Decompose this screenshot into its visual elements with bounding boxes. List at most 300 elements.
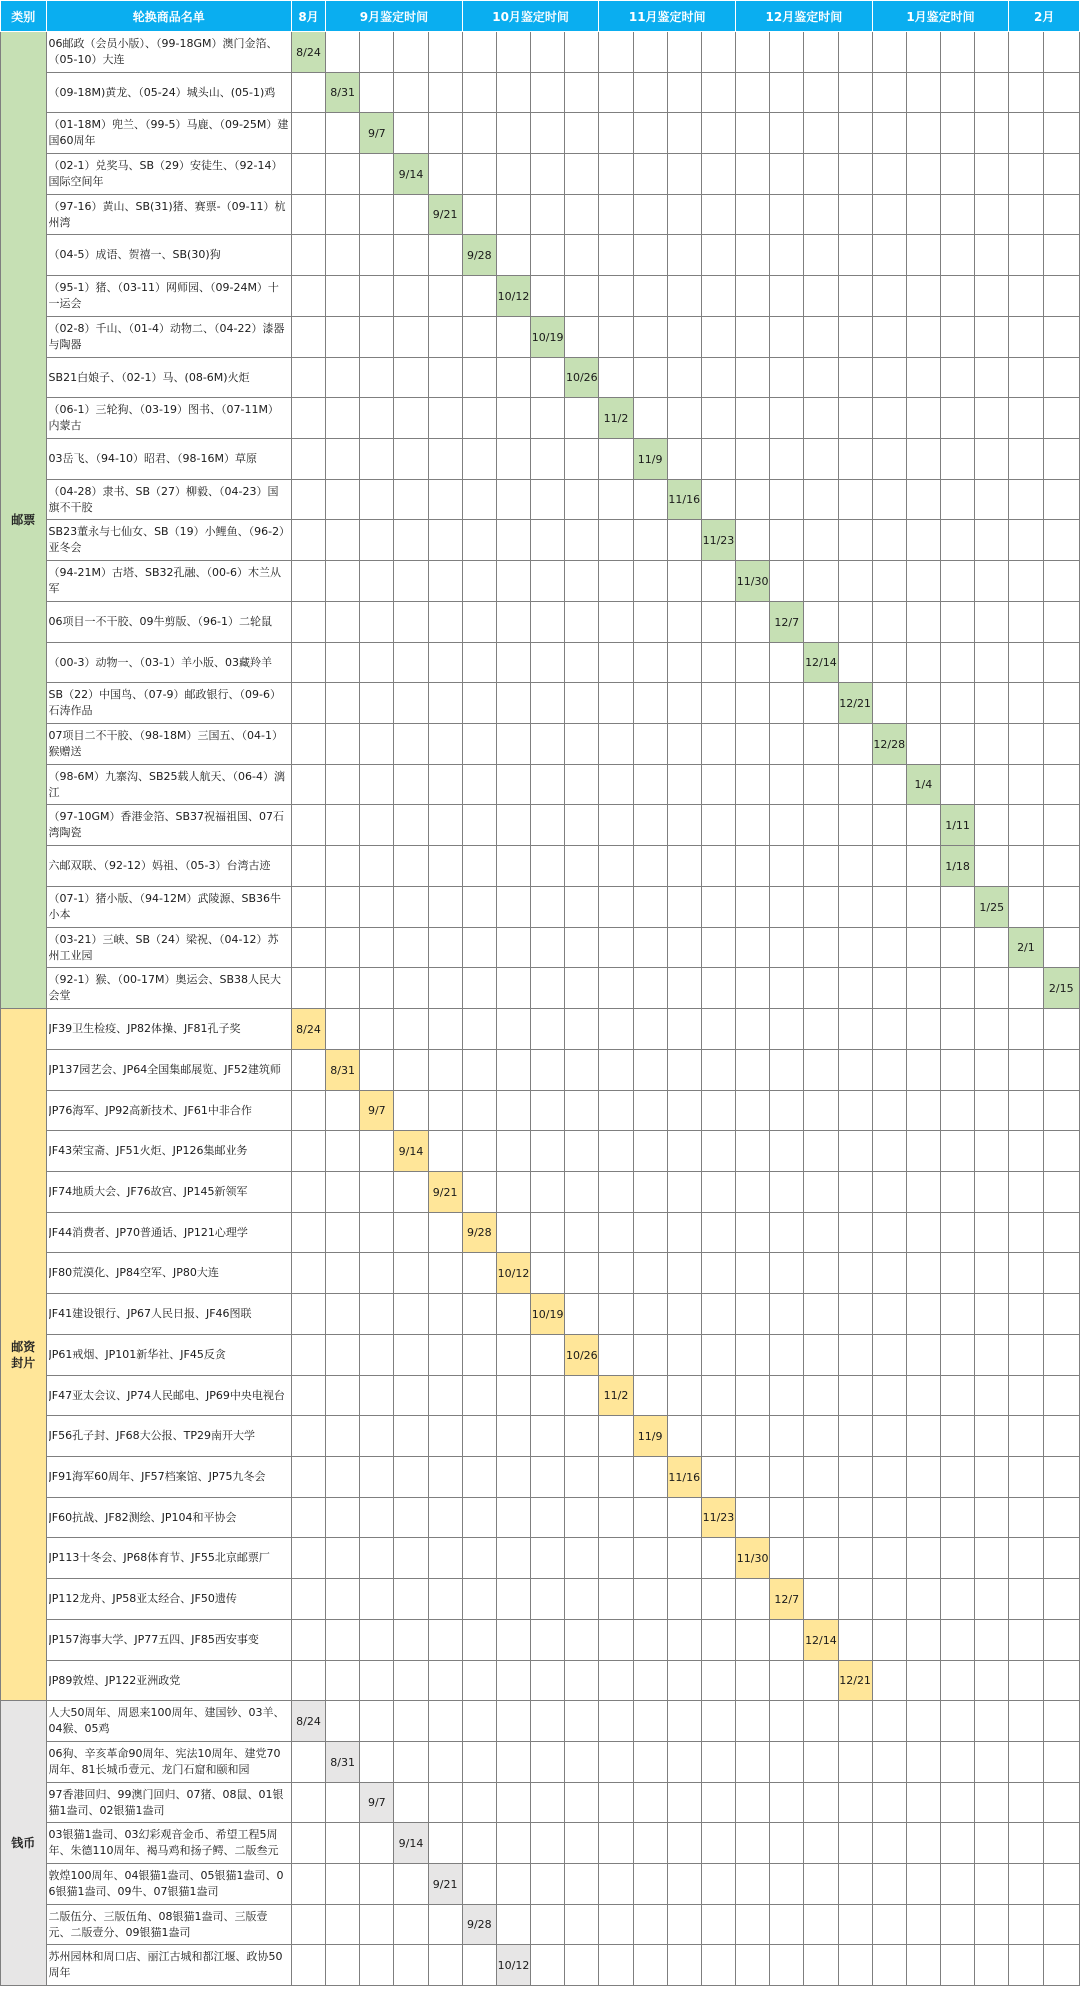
empty-cell xyxy=(531,1783,565,1823)
empty-cell xyxy=(1009,358,1043,398)
empty-cell xyxy=(496,1620,530,1661)
empty-cell xyxy=(667,113,701,154)
item-list-text: 二版伍分、三版伍角、08银猫1盎司、三版壹元、二版壹分、09银猫1盎司 xyxy=(48,1909,268,1939)
empty-cell xyxy=(975,1213,1009,1253)
empty-cell xyxy=(667,968,701,1009)
empty-cell xyxy=(838,1783,872,1823)
item-list-cell xyxy=(46,1253,291,1294)
header-month: 9月鉴定时间 xyxy=(326,1,463,32)
empty-cell xyxy=(599,195,633,235)
empty-cell xyxy=(565,724,599,765)
empty-cell xyxy=(462,643,496,683)
empty-cell xyxy=(940,1579,974,1620)
empty-cell xyxy=(291,276,325,317)
empty-cell xyxy=(770,520,804,561)
item-list-text: JF60抗战、JF82测绘、JP104和平协会 xyxy=(48,1510,237,1524)
empty-cell xyxy=(838,602,872,643)
empty-cell xyxy=(565,276,599,317)
empty-cell xyxy=(872,1335,906,1376)
empty-cell xyxy=(667,1416,701,1457)
empty-cell xyxy=(975,765,1009,805)
item-list-cell xyxy=(46,195,291,235)
item-list-text: （07-1）猪小版、（94-12M）武陵源、SB36牛小本 xyxy=(48,892,281,921)
empty-cell xyxy=(838,276,872,317)
category-cell: 邮资 封片 xyxy=(1,1009,47,1701)
empty-cell xyxy=(1009,887,1043,928)
empty-cell xyxy=(291,480,325,520)
empty-cell xyxy=(428,1376,462,1416)
empty-cell xyxy=(838,1294,872,1335)
empty-cell xyxy=(1009,1823,1043,1864)
empty-cell xyxy=(906,1213,940,1253)
empty-cell xyxy=(1043,439,1080,480)
empty-cell xyxy=(940,113,974,154)
empty-cell xyxy=(360,1538,394,1579)
empty-cell xyxy=(770,1009,804,1050)
empty-cell xyxy=(599,32,633,73)
table-row xyxy=(1,561,1080,602)
empty-cell xyxy=(770,1905,804,1945)
empty-cell xyxy=(531,1905,565,1945)
empty-cell xyxy=(462,1538,496,1579)
empty-cell xyxy=(531,1661,565,1701)
empty-cell xyxy=(872,1050,906,1091)
empty-cell xyxy=(667,1620,701,1661)
empty-cell xyxy=(496,1498,530,1538)
empty-cell xyxy=(531,602,565,643)
empty-cell xyxy=(770,1335,804,1376)
empty-cell xyxy=(599,887,633,928)
empty-cell xyxy=(599,846,633,887)
empty-cell xyxy=(804,1009,838,1050)
empty-cell xyxy=(428,724,462,765)
empty-cell xyxy=(872,1172,906,1213)
empty-cell xyxy=(394,1213,428,1253)
empty-cell xyxy=(1009,73,1043,113)
empty-cell xyxy=(736,439,770,480)
empty-cell xyxy=(906,1905,940,1945)
empty-cell xyxy=(633,602,667,643)
empty-cell xyxy=(906,317,940,358)
empty-cell xyxy=(906,1457,940,1498)
empty-cell xyxy=(462,1009,496,1050)
empty-cell xyxy=(565,520,599,561)
empty-cell xyxy=(940,1172,974,1213)
empty-cell xyxy=(462,1701,496,1742)
empty-cell xyxy=(394,968,428,1009)
empty-cell xyxy=(291,968,325,1009)
empty-cell xyxy=(565,1579,599,1620)
empty-cell xyxy=(906,1864,940,1905)
item-list-cell xyxy=(46,1172,291,1213)
empty-cell xyxy=(291,235,325,276)
empty-cell xyxy=(736,235,770,276)
appraisal-date-cell: 9/7 xyxy=(360,1783,394,1823)
empty-cell xyxy=(1009,1742,1043,1783)
empty-cell xyxy=(872,1742,906,1783)
appraisal-date-cell: 1/18 xyxy=(940,846,974,887)
empty-cell xyxy=(701,1661,735,1701)
table-row xyxy=(1,358,1080,398)
item-list-cell xyxy=(46,1905,291,1945)
empty-cell xyxy=(940,1661,974,1701)
appraisal-date-cell: 1/25 xyxy=(975,887,1009,928)
empty-cell xyxy=(394,1253,428,1294)
empty-cell xyxy=(496,1538,530,1579)
empty-cell xyxy=(838,1864,872,1905)
empty-cell xyxy=(531,1253,565,1294)
empty-cell xyxy=(462,602,496,643)
empty-cell xyxy=(701,1620,735,1661)
empty-cell xyxy=(565,1416,599,1457)
empty-cell xyxy=(291,1661,325,1701)
empty-cell xyxy=(667,1091,701,1131)
empty-cell xyxy=(701,846,735,887)
empty-cell xyxy=(975,113,1009,154)
empty-cell xyxy=(770,480,804,520)
empty-cell xyxy=(394,358,428,398)
empty-cell xyxy=(326,968,360,1009)
empty-cell xyxy=(394,765,428,805)
empty-cell xyxy=(804,1498,838,1538)
empty-cell xyxy=(701,724,735,765)
empty-cell xyxy=(736,1457,770,1498)
empty-cell xyxy=(633,276,667,317)
empty-cell xyxy=(975,195,1009,235)
empty-cell xyxy=(462,195,496,235)
empty-cell xyxy=(1043,805,1080,846)
empty-cell xyxy=(1009,195,1043,235)
empty-cell xyxy=(496,32,530,73)
item-list-cell xyxy=(46,1864,291,1905)
empty-cell xyxy=(804,1742,838,1783)
empty-cell xyxy=(428,113,462,154)
empty-cell xyxy=(462,805,496,846)
empty-cell xyxy=(975,520,1009,561)
empty-cell xyxy=(667,765,701,805)
empty-cell xyxy=(1043,235,1080,276)
empty-cell xyxy=(633,1253,667,1294)
empty-cell xyxy=(804,1335,838,1376)
empty-cell xyxy=(428,73,462,113)
item-list-text: JP76海军、JP92高新技术、JF61中非合作 xyxy=(48,1103,252,1117)
empty-cell xyxy=(667,1905,701,1945)
empty-cell xyxy=(906,724,940,765)
empty-cell xyxy=(633,1620,667,1661)
empty-cell xyxy=(975,154,1009,195)
empty-cell xyxy=(599,1294,633,1335)
item-list-cell xyxy=(46,32,291,73)
empty-cell xyxy=(906,73,940,113)
empty-cell xyxy=(428,1457,462,1498)
empty-cell xyxy=(701,643,735,683)
empty-cell xyxy=(975,1620,1009,1661)
empty-cell xyxy=(804,1701,838,1742)
appraisal-date-cell: 10/19 xyxy=(531,1294,565,1335)
empty-cell xyxy=(906,480,940,520)
table-row xyxy=(1,1661,1080,1701)
empty-cell xyxy=(975,1701,1009,1742)
empty-cell xyxy=(496,520,530,561)
empty-cell xyxy=(1043,520,1080,561)
empty-cell xyxy=(838,928,872,968)
empty-cell xyxy=(701,1091,735,1131)
empty-cell xyxy=(1043,1579,1080,1620)
empty-cell xyxy=(1009,398,1043,439)
empty-cell xyxy=(360,1661,394,1701)
appraisal-date-cell: 9/28 xyxy=(462,235,496,276)
empty-cell xyxy=(531,276,565,317)
empty-cell xyxy=(770,32,804,73)
empty-cell xyxy=(360,317,394,358)
empty-cell xyxy=(906,1661,940,1701)
empty-cell xyxy=(804,113,838,154)
empty-cell xyxy=(496,887,530,928)
empty-cell xyxy=(667,683,701,724)
empty-cell xyxy=(906,439,940,480)
empty-cell xyxy=(906,235,940,276)
empty-cell xyxy=(872,113,906,154)
empty-cell xyxy=(906,846,940,887)
empty-cell xyxy=(940,887,974,928)
empty-cell xyxy=(872,928,906,968)
empty-cell xyxy=(667,1335,701,1376)
empty-cell xyxy=(428,1661,462,1701)
item-list-cell xyxy=(46,887,291,928)
empty-cell xyxy=(701,235,735,276)
empty-cell xyxy=(565,928,599,968)
item-list-cell xyxy=(46,398,291,439)
empty-cell xyxy=(531,683,565,724)
empty-cell xyxy=(872,1701,906,1742)
empty-cell xyxy=(633,398,667,439)
empty-cell xyxy=(1043,846,1080,887)
empty-cell xyxy=(428,765,462,805)
empty-cell xyxy=(360,276,394,317)
empty-cell xyxy=(1009,1457,1043,1498)
empty-cell xyxy=(940,1742,974,1783)
empty-cell xyxy=(975,1376,1009,1416)
empty-cell xyxy=(872,1783,906,1823)
empty-cell xyxy=(804,1172,838,1213)
item-list-cell xyxy=(46,1376,291,1416)
empty-cell xyxy=(1043,1945,1080,1986)
appraisal-date-cell: 12/14 xyxy=(804,1620,838,1661)
empty-cell xyxy=(667,846,701,887)
empty-cell xyxy=(838,1457,872,1498)
item-list-cell xyxy=(46,1416,291,1457)
empty-cell xyxy=(531,928,565,968)
empty-cell xyxy=(804,1579,838,1620)
empty-cell xyxy=(428,1253,462,1294)
empty-cell xyxy=(462,887,496,928)
empty-cell xyxy=(428,1742,462,1783)
empty-cell xyxy=(360,1009,394,1050)
empty-cell xyxy=(360,1701,394,1742)
empty-cell xyxy=(291,154,325,195)
empty-cell xyxy=(394,1335,428,1376)
appraisal-date-cell: 11/2 xyxy=(599,1376,633,1416)
empty-cell xyxy=(394,480,428,520)
empty-cell xyxy=(770,968,804,1009)
table-row xyxy=(1,1538,1080,1579)
empty-cell xyxy=(872,1091,906,1131)
empty-cell xyxy=(633,1294,667,1335)
empty-cell xyxy=(599,1213,633,1253)
empty-cell xyxy=(531,1945,565,1986)
empty-cell xyxy=(940,276,974,317)
empty-cell xyxy=(770,195,804,235)
empty-cell xyxy=(428,1905,462,1945)
empty-cell xyxy=(872,439,906,480)
empty-cell xyxy=(462,1376,496,1416)
empty-cell xyxy=(940,1905,974,1945)
empty-cell xyxy=(736,73,770,113)
empty-cell xyxy=(940,1009,974,1050)
appraisal-date-cell: 9/7 xyxy=(360,113,394,154)
empty-cell xyxy=(394,1457,428,1498)
empty-cell xyxy=(496,398,530,439)
empty-cell xyxy=(770,1864,804,1905)
appraisal-date-cell: 9/21 xyxy=(428,1864,462,1905)
empty-cell xyxy=(838,1701,872,1742)
empty-cell xyxy=(872,1376,906,1416)
empty-cell xyxy=(736,887,770,928)
empty-cell xyxy=(394,1701,428,1742)
table-row xyxy=(1,1294,1080,1335)
empty-cell xyxy=(633,846,667,887)
empty-cell xyxy=(906,928,940,968)
empty-cell xyxy=(940,683,974,724)
empty-cell xyxy=(804,154,838,195)
appraisal-date-cell: 8/24 xyxy=(291,32,325,73)
empty-cell xyxy=(633,1579,667,1620)
empty-cell xyxy=(394,602,428,643)
item-list-cell xyxy=(46,113,291,154)
empty-cell xyxy=(975,32,1009,73)
empty-cell xyxy=(701,398,735,439)
empty-cell xyxy=(1043,1620,1080,1661)
empty-cell xyxy=(770,1253,804,1294)
empty-cell xyxy=(428,1009,462,1050)
empty-cell xyxy=(838,1742,872,1783)
table-row xyxy=(1,1742,1080,1783)
empty-cell xyxy=(770,1457,804,1498)
empty-cell xyxy=(975,480,1009,520)
empty-cell xyxy=(667,317,701,358)
empty-cell xyxy=(906,1091,940,1131)
empty-cell xyxy=(667,1579,701,1620)
empty-cell xyxy=(599,643,633,683)
empty-cell xyxy=(804,1945,838,1986)
empty-cell xyxy=(736,1416,770,1457)
empty-cell xyxy=(804,887,838,928)
empty-cell xyxy=(667,154,701,195)
empty-cell xyxy=(462,1253,496,1294)
empty-cell xyxy=(872,1579,906,1620)
item-list-cell xyxy=(46,1823,291,1864)
empty-cell xyxy=(770,1294,804,1335)
empty-cell xyxy=(633,643,667,683)
empty-cell xyxy=(940,968,974,1009)
empty-cell xyxy=(804,276,838,317)
empty-cell xyxy=(736,1742,770,1783)
empty-cell xyxy=(462,480,496,520)
empty-cell xyxy=(565,643,599,683)
item-list-text: JF41建设银行、JP67人民日报、JF46图联 xyxy=(48,1307,252,1320)
table-row xyxy=(1,1050,1080,1091)
empty-cell xyxy=(531,765,565,805)
item-list-text: SB（22）中国鸟、（07-9）邮政银行、（09-6）石涛作品 xyxy=(48,688,282,717)
empty-cell xyxy=(701,1823,735,1864)
empty-cell xyxy=(1009,1172,1043,1213)
empty-cell xyxy=(975,1905,1009,1945)
item-list-text: （02-8）千山、（01-4）动物二、（04-22）漆器与陶器 xyxy=(48,322,285,351)
empty-cell xyxy=(360,1294,394,1335)
empty-cell xyxy=(360,1416,394,1457)
appraisal-date-cell: 8/31 xyxy=(326,73,360,113)
empty-cell xyxy=(975,276,1009,317)
empty-cell xyxy=(599,1416,633,1457)
empty-cell xyxy=(770,1416,804,1457)
empty-cell xyxy=(531,846,565,887)
empty-cell xyxy=(531,1457,565,1498)
empty-cell xyxy=(531,968,565,1009)
empty-cell xyxy=(326,1294,360,1335)
empty-cell xyxy=(291,398,325,439)
item-list-cell xyxy=(46,1498,291,1538)
empty-cell xyxy=(701,1050,735,1091)
empty-cell xyxy=(770,765,804,805)
empty-cell xyxy=(736,1701,770,1742)
empty-cell xyxy=(360,398,394,439)
empty-cell xyxy=(633,1701,667,1742)
empty-cell xyxy=(736,1864,770,1905)
empty-cell xyxy=(565,683,599,724)
empty-cell xyxy=(599,113,633,154)
empty-cell xyxy=(462,1416,496,1457)
table-row xyxy=(1,643,1080,683)
empty-cell xyxy=(394,1416,428,1457)
empty-cell xyxy=(428,887,462,928)
empty-cell xyxy=(360,846,394,887)
empty-cell xyxy=(701,195,735,235)
item-list-cell xyxy=(46,724,291,765)
empty-cell xyxy=(667,1253,701,1294)
empty-cell xyxy=(326,235,360,276)
empty-cell xyxy=(360,439,394,480)
empty-cell xyxy=(565,398,599,439)
table-row xyxy=(1,1945,1080,1986)
empty-cell xyxy=(838,1538,872,1579)
empty-cell xyxy=(975,846,1009,887)
empty-cell xyxy=(975,561,1009,602)
empty-cell xyxy=(872,1416,906,1457)
appraisal-date-cell: 12/7 xyxy=(770,602,804,643)
empty-cell xyxy=(428,1783,462,1823)
empty-cell xyxy=(599,1335,633,1376)
table-row xyxy=(1,1376,1080,1416)
empty-cell xyxy=(872,1538,906,1579)
header-month: 1月鉴定时间 xyxy=(872,1,1009,32)
empty-cell xyxy=(394,1498,428,1538)
empty-cell xyxy=(394,235,428,276)
empty-cell xyxy=(565,73,599,113)
empty-cell xyxy=(736,154,770,195)
empty-cell xyxy=(804,1864,838,1905)
item-list-text: （03-21）三峡、SB（24）梁祝、（04-12）苏州工业园 xyxy=(48,932,279,962)
appraisal-date-cell: 11/2 xyxy=(599,398,633,439)
